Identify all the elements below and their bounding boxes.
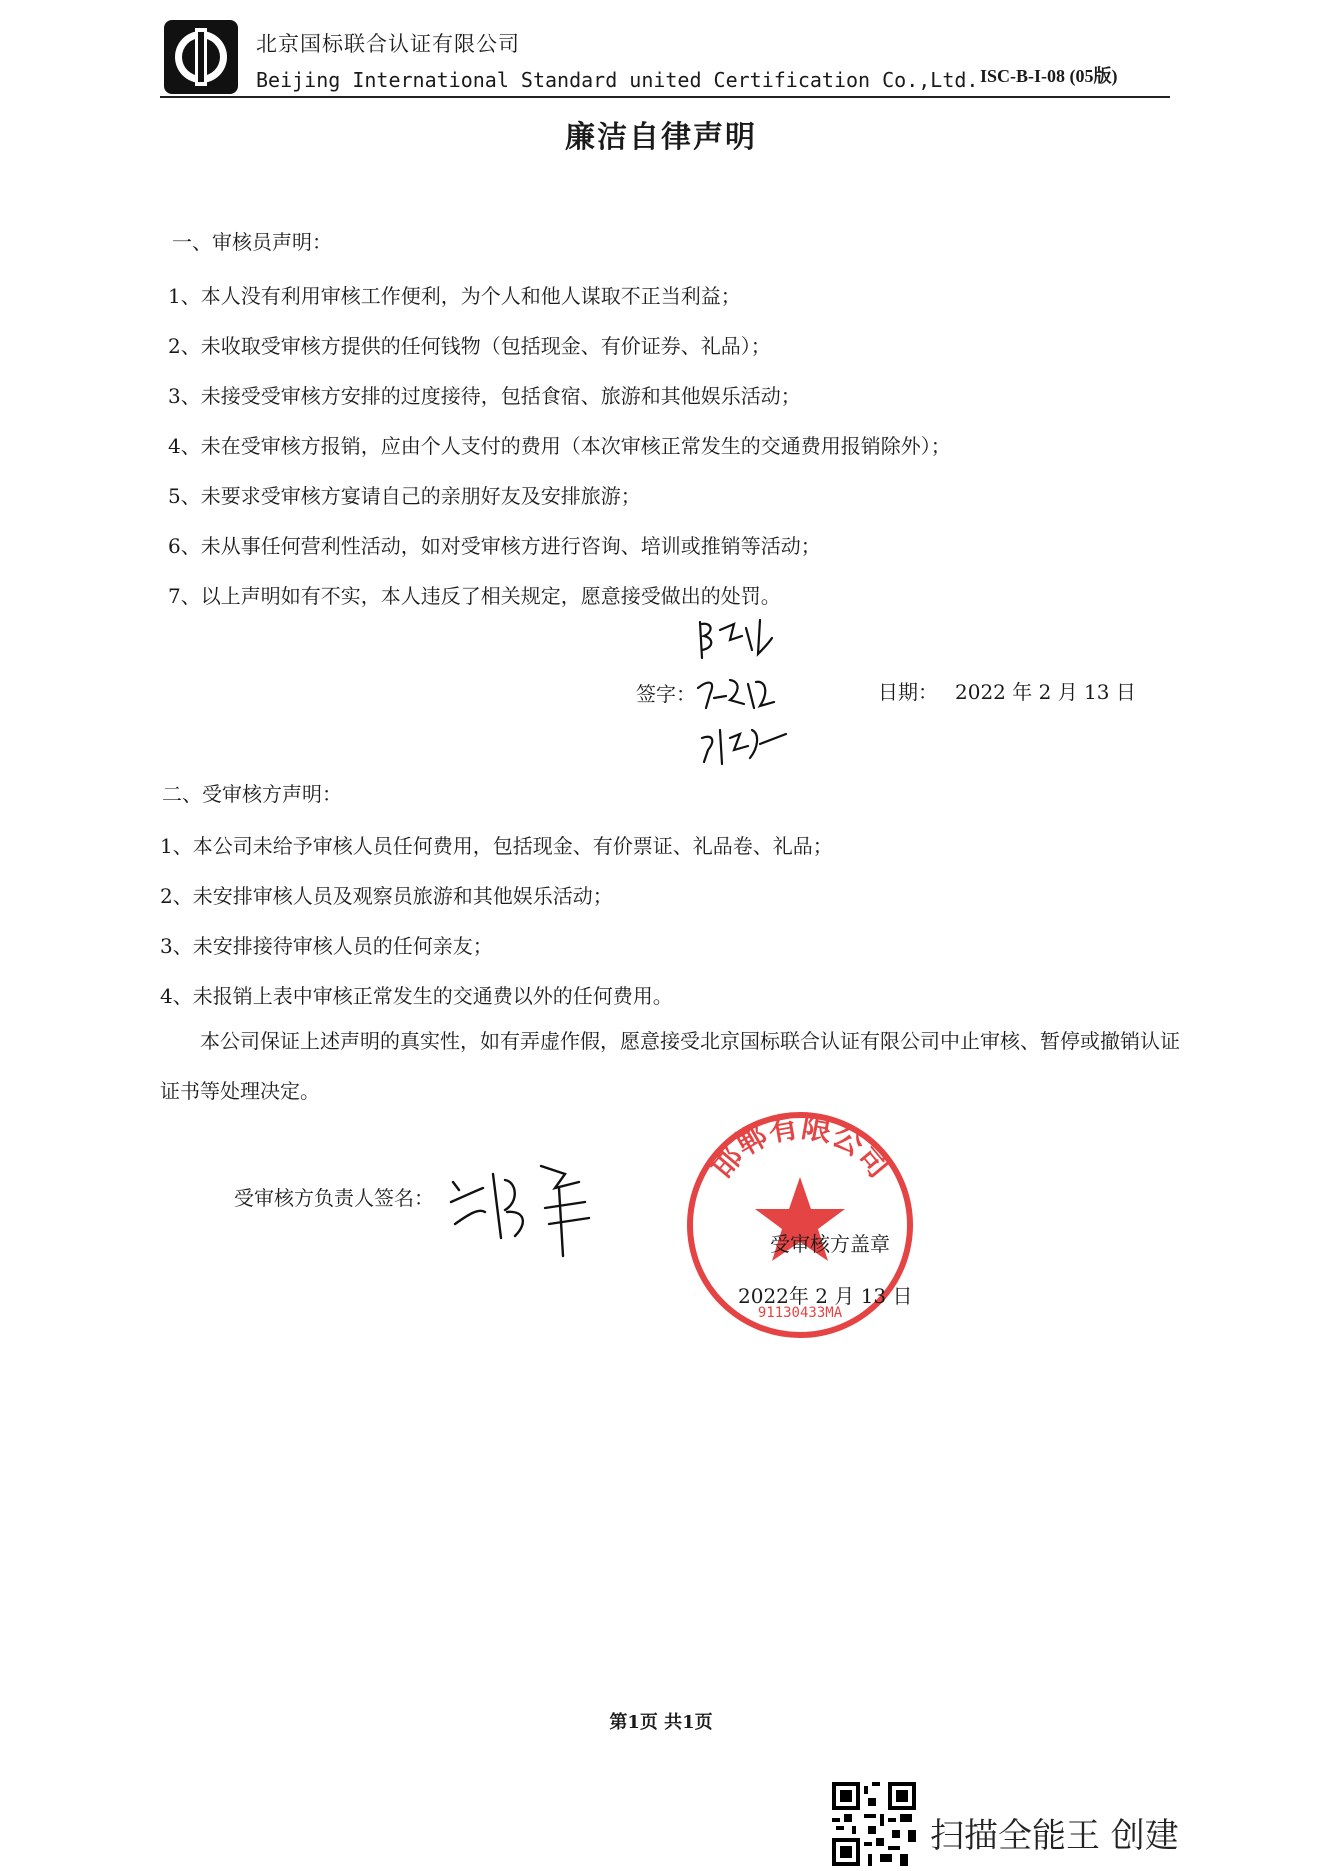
date-label: 日期： [878,680,938,704]
auditee-item: 2、未安排审核人员及观察员旅游和其他娱乐活动； [160,884,613,908]
seal-code: 91130433MA [757,1305,843,1321]
auditor-signatures [690,610,830,770]
company-seal [680,1105,920,1345]
auditee-heading: 二、受审核方声明： [162,782,342,806]
auditor-item: 4、未在受审核方报销，应由个人支付的费用（本次审核正常发生的交通费用报销除外）； [168,434,951,458]
svg-text:邯郸有限公司 [704,1110,896,1185]
auditor-item: 7、以上声明如有不实，本人违反了相关规定，愿意接受做出的处罚。 [168,584,781,608]
guarantee-paragraph: 本公司保证上述声明的真实性，如有弄虚作假，愿意接受北京国标联合认证有限公司中止审核、暂停或撤销认证证书等处理决定。 [160,1029,1180,1103]
page-title: 廉洁自律声明 [565,120,757,155]
auditor-item: 5、未要求受审核方宴请自己的亲朋好友及安排旅游； [168,484,641,508]
company-name-en: Beijing International Standard united Certification Co.,Ltd. [256,68,979,92]
company-logo [162,18,240,96]
document-code: ISC-B-I-08 (05版) [980,66,1118,86]
auditee-item: 1、本公司未给予审核人员任何费用，包括现金、有价票证、礼品卷、礼品； [160,834,833,858]
page-number: 第1页 共1页 [609,1712,713,1733]
seal-text: 邯郸有限公司 [703,1109,897,1185]
date-value: 2022 年 2 月 13 日 [955,680,1136,704]
auditee-item: 4、未报销上表中审核正常发生的交通费以外的任何费用。 [160,984,673,1008]
auditor-item: 3、未接受受审核方安排的过度接待，包括食宿、旅游和其他娱乐活动； [168,384,801,408]
auditor-heading: 一、审核员声明： [172,230,332,254]
scanner-watermark: 扫描全能王 创建 [930,1816,1179,1856]
header-divider [160,96,1170,98]
responsible-signature-label: 受审核方负责人签名： [234,1186,434,1210]
signature-label: 签字： [636,682,696,706]
auditor-item: 2、未收取受审核方提供的任何钱物（包括现金、有价证券、礼品）； [168,334,771,358]
company-name-cn: 北京国标联合认证有限公司 [256,32,520,56]
auditor-item: 1、本人没有利用审核工作便利，为个人和他人谋取不正当利益； [168,284,741,308]
qr-code-icon [832,1782,916,1866]
responsible-signature [445,1152,620,1262]
auditor-item: 6、未从事任何营利性活动，如对受审核方进行咨询、培训或推销等活动； [168,534,821,558]
auditee-item: 3、未安排接待审核人员的任何亲友； [160,934,493,958]
seal-label: 受审核方盖章 [770,1232,890,1256]
seal-date: 2022年 2 月 13 日 [738,1284,913,1308]
